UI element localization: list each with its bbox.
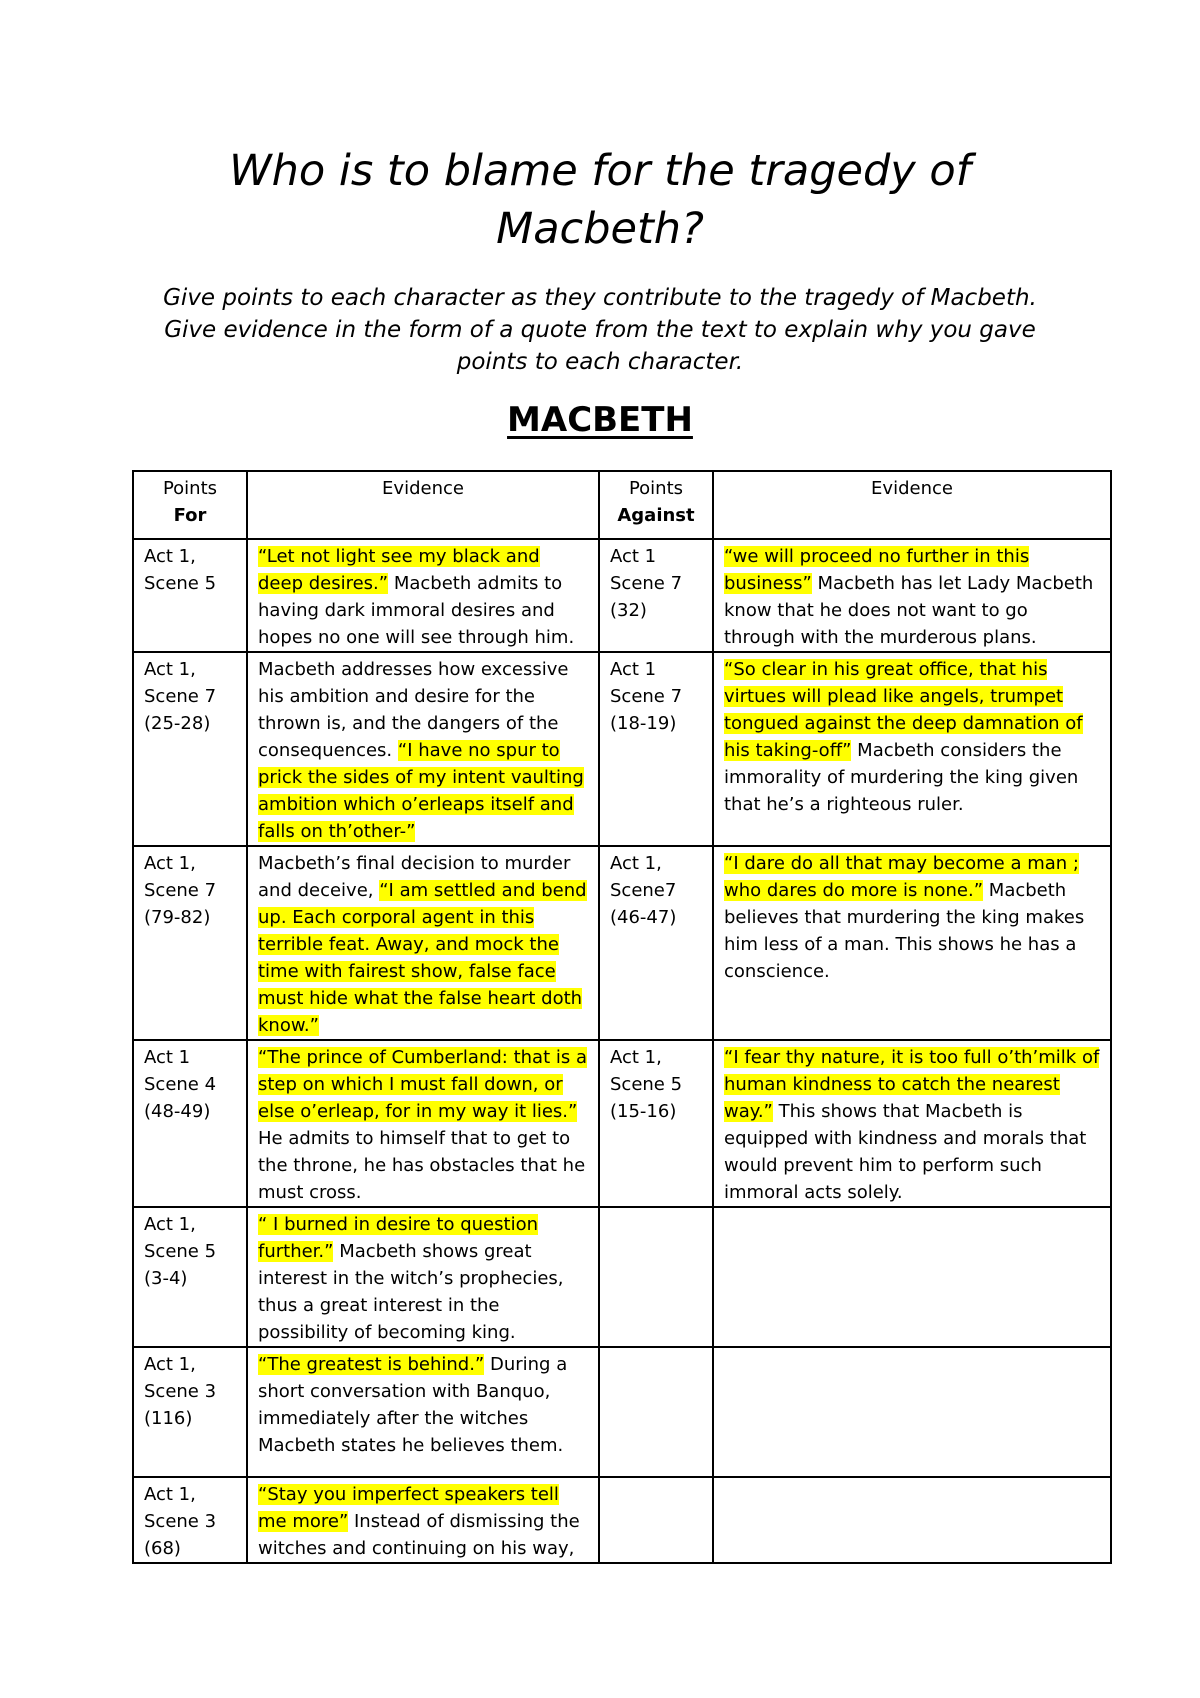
evidence-text: Macbeth has let Lady Macbeth know that he does not want to go through with the murderous plans. bbox=[724, 573, 1094, 648]
points-against-ref: Act 1, Scene7 (46-47) bbox=[599, 846, 713, 1040]
points-against-ref bbox=[599, 1477, 713, 1563]
table-row bbox=[133, 846, 1111, 1040]
points-against-ref bbox=[599, 1347, 713, 1477]
instructions: Give points to each character as they contribute to the tragedy of Macbeth. Give evidence in the form of a quote from the text to explain why you gave points to each character. bbox=[163, 285, 1037, 375]
evidence-text: Macbeth’s final decision to murder and deceive, bbox=[258, 853, 571, 901]
points-for-ref: Act 1, Scene 3 (68) bbox=[133, 1477, 247, 1563]
points-against-ref: Act 1, Scene 5 (15-16) bbox=[599, 1040, 713, 1207]
table-row bbox=[133, 1347, 1111, 1477]
evidence-against bbox=[713, 652, 1111, 846]
table-row bbox=[133, 539, 1111, 652]
points-for-ref: Act 1, Scene 7 (25-28) bbox=[133, 652, 247, 846]
evidence-for bbox=[247, 1347, 599, 1477]
evidence-text: He admits to himself that to get to the throne, he has obstacles that he must cross. bbox=[258, 1128, 586, 1203]
points-against-ref: Act 1 Scene 7 (18-19) bbox=[599, 652, 713, 846]
header-points-label: Points bbox=[628, 478, 684, 499]
evidence-text: This shows that Macbeth is equipped with kindness and morals that would prevent him to perform such immoral acts solely. bbox=[724, 1101, 1087, 1203]
table-header-row bbox=[133, 471, 1111, 539]
evidence-text: Macbeth considers the immorality of murdering the king given that he’s a righteous ruler. bbox=[724, 740, 1079, 815]
evidence-text: Instead of dismissing the witches and continuing on his way, bbox=[258, 1511, 580, 1559]
evidence-text: Macbeth addresses how excessive his ambition and desire for the thrown is, and the dangers of the consequences. bbox=[258, 659, 569, 761]
table-row bbox=[133, 1207, 1111, 1347]
highlighted-quote: “we will proceed no further in this business” bbox=[724, 546, 1030, 594]
header-evidence-for: Evidence bbox=[247, 471, 599, 539]
section-heading: MACBETH bbox=[507, 400, 693, 440]
evidence-table bbox=[132, 470, 1112, 1564]
evidence-against bbox=[713, 539, 1111, 652]
highlighted-quote: “I am settled and bend up. Each corporal agent in this terrible feat. Away, and mock the time with fairest show, false face must hide what the false heart doth know.” bbox=[258, 880, 587, 1036]
points-for-ref: Act 1 Scene 4 (48-49) bbox=[133, 1040, 247, 1207]
evidence-for bbox=[247, 1207, 599, 1347]
evidence-text: Macbeth shows great interest in the witch’s prophecies, thus a great interest in the possibility of becoming king. bbox=[258, 1241, 564, 1343]
points-against-ref bbox=[599, 1207, 713, 1347]
evidence-against bbox=[713, 1347, 1111, 1477]
points-for-ref: Act 1, Scene 5 (3-4) bbox=[133, 1207, 247, 1347]
evidence-against bbox=[713, 1477, 1111, 1563]
evidence-text: Macbeth believes that murdering the king makes him less of a man. This shows he has a conscience. bbox=[724, 880, 1085, 982]
header-against-label: Against bbox=[617, 505, 695, 526]
highlighted-quote: “I have no spur to prick the sides of my intent vaulting ambition which o’erleaps itself and falls on th’other-” bbox=[258, 740, 584, 842]
highlighted-quote: “The prince of Cumberland: that is a step on which I must fall down, or else o’erleap, for in my way it lies.” bbox=[258, 1047, 587, 1122]
highlighted-quote: “The greatest is behind.” bbox=[258, 1354, 485, 1375]
evidence-for bbox=[247, 539, 599, 652]
evidence-for bbox=[247, 1040, 599, 1207]
points-for-ref: Act 1, Scene 3 (116) bbox=[133, 1347, 247, 1477]
header-for-label: For bbox=[173, 505, 207, 526]
table-row bbox=[133, 1477, 1111, 1563]
highlighted-quote: “Stay you imperfect speakers tell me more” bbox=[258, 1484, 559, 1532]
table-row bbox=[133, 652, 1111, 846]
header-points-for bbox=[133, 471, 247, 539]
evidence-against bbox=[713, 1040, 1111, 1207]
highlighted-quote: “ I burned in desire to question further.” bbox=[258, 1214, 538, 1262]
evidence-text: Macbeth admits to having dark immoral desires and hopes no one will see through him. bbox=[258, 573, 575, 648]
points-against-ref: Act 1 Scene 7 (32) bbox=[599, 539, 713, 652]
header-points-against bbox=[599, 471, 713, 539]
evidence-against bbox=[713, 846, 1111, 1040]
evidence-against bbox=[713, 1207, 1111, 1347]
highlighted-quote: “I dare do all that may become a man ; who dares do more is none.” bbox=[724, 853, 1079, 901]
evidence-for bbox=[247, 846, 599, 1040]
highlighted-quote: “I fear thy nature, it is too full o’th’milk of human kindness to catch the nearest way.” bbox=[724, 1047, 1100, 1122]
points-for-ref: Act 1, Scene 5 bbox=[133, 539, 247, 652]
points-for-ref: Act 1, Scene 7 (79-82) bbox=[133, 846, 247, 1040]
evidence-for bbox=[247, 1477, 599, 1563]
evidence-text: During a short conversation with Banquo, immediately after the witches Macbeth states he believes them. bbox=[258, 1354, 568, 1456]
page-title: Who is to blame for the tragedy of Macbeth? bbox=[229, 146, 971, 254]
highlighted-quote: “Let not light see my black and deep desires.” bbox=[258, 546, 540, 594]
table-row bbox=[133, 1040, 1111, 1207]
evidence-for bbox=[247, 652, 599, 846]
header-points-label: Points bbox=[162, 478, 218, 499]
header-evidence-against: Evidence bbox=[713, 471, 1111, 539]
highlighted-quote: “So clear in his great office, that his virtues will plead like angels, trumpet tongued against the deep damnation of his taking-off” bbox=[724, 659, 1083, 761]
